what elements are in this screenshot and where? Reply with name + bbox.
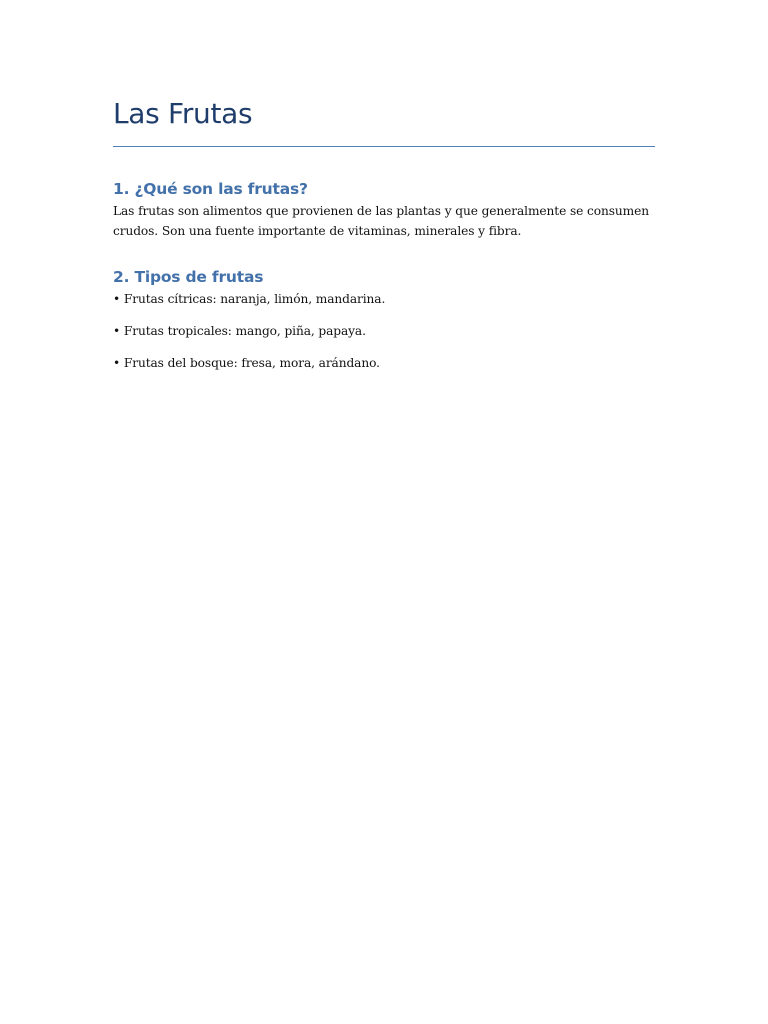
section-tipos bbox=[113, 267, 655, 373]
section-paragraph: Las frutas son alimentos que provienen de las plantas y que generalmente se consumen crudos. Son una fuente importante de vitaminas, minerales y fibra. bbox=[113, 204, 649, 238]
section-que-son bbox=[113, 179, 655, 241]
title-underline bbox=[113, 146, 655, 147]
section-heading: 2. Tipos de frutas bbox=[113, 268, 264, 286]
list-item: • Frutas del bosque: fresa, mora, arándano. bbox=[113, 356, 380, 370]
fruit-types-list bbox=[113, 289, 655, 373]
document-page bbox=[113, 92, 655, 373]
list-item: • Frutas cítricas: naranja, limón, mandarina. bbox=[113, 292, 386, 306]
list-item: • Frutas tropicales: mango, piña, papaya. bbox=[113, 324, 366, 338]
document-title: Las Frutas bbox=[113, 97, 253, 130]
section-heading: 1. ¿Qué son las frutas? bbox=[113, 180, 308, 198]
